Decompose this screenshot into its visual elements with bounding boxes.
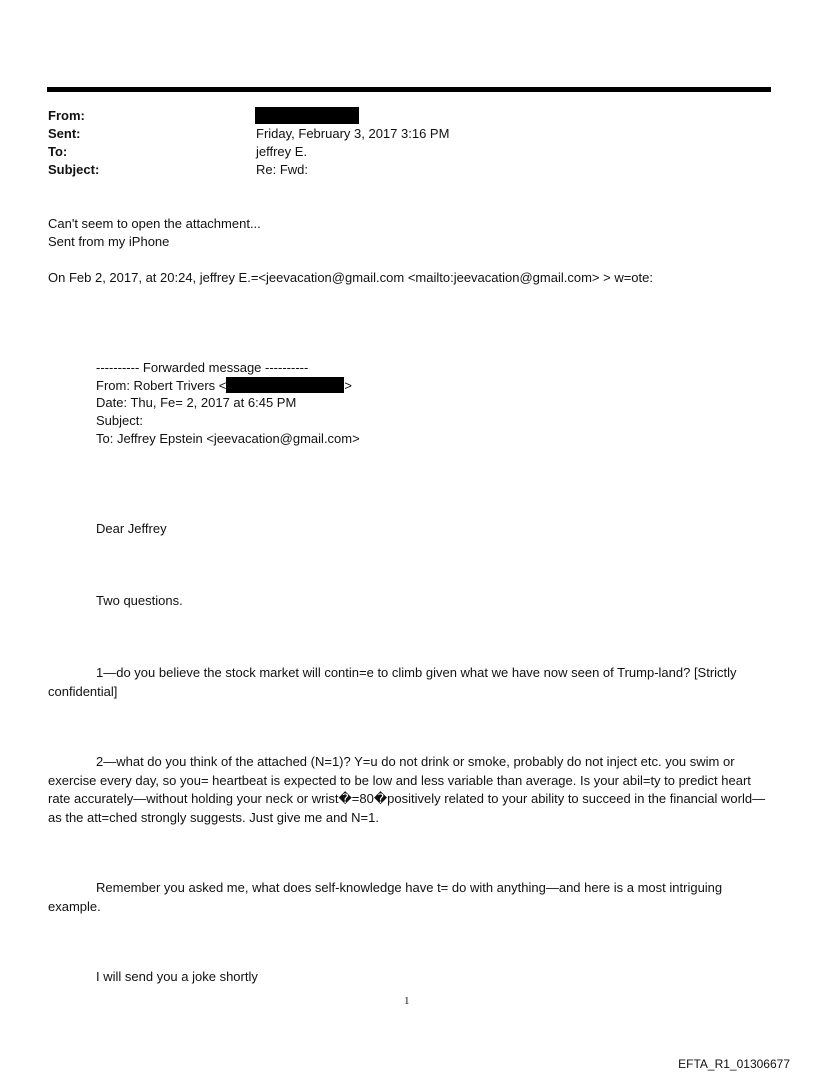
body-line-signature: Sent from my iPhone — [48, 234, 170, 249]
question-2: 2—what do you think of the attached (N=1)? Y=u do not drink or smoke, probably do not inject etc. you swim or exercise every day, so you= heartbeat is expected to be low and less variable than average. Is your abil=ty to predict heart rate accurately—without holding your neck or wrist�=80�positively related to your ability to succeed in the financial world—as the att=ched strongly suggests. Just give me and N=1. — [48, 754, 766, 825]
closing-line: I will send you a joke shortly — [96, 969, 258, 984]
subject-label: Subject: — [48, 162, 100, 177]
redacted-email — [226, 377, 344, 393]
forwarded-from-prefix: From: Robert Trivers < — [96, 378, 227, 393]
sent-value: Friday, February 3, 2017 3:16 PM — [256, 126, 450, 141]
from-label: From: — [48, 108, 85, 123]
redacted-from — [255, 107, 359, 124]
forwarded-from — [96, 377, 352, 393]
header-rule — [47, 87, 771, 92]
question-1: 1—do you believe the stock market will contin=e to climb given what we have now seen of Trump-land? [Strictly confidential] — [48, 665, 737, 699]
forwarded-marker: ---------- Forwarded message ---------- — [96, 360, 309, 375]
forwarded-from-suffix: > — [344, 378, 352, 393]
remember-paragraph: Remember you asked me, what does self-knowledge have t= do with anything—and here is a most intriguing example. — [48, 880, 723, 914]
intro-line: Two questions. — [96, 593, 183, 608]
sent-label: Sent: — [48, 126, 81, 141]
page-number: 1 — [404, 995, 410, 1007]
to-label: To: — [48, 144, 68, 159]
forwarded-date: Date: Thu, Fe= 2, 2017 at 6:45 PM — [96, 395, 297, 410]
forwarded-subject: Subject: — [96, 413, 143, 428]
quote-intro: On Feb 2, 2017, at 20:24, jeffrey E.=<jeevacation@gmail.com <mailto:jeevacation@gmail.com> > w=ote: — [48, 270, 653, 285]
subject-value: Re: Fwd: — [256, 162, 309, 177]
body-line-attachment: Can't seem to open the attachment... — [48, 216, 261, 231]
to-value: jeffrey E. — [256, 144, 308, 159]
greeting: Dear Jeffrey — [96, 521, 167, 536]
forwarded-to: To: Jeffrey Epstein <jeevacation@gmail.com> — [96, 431, 360, 446]
document-id: EFTA_R1_01306677 — [678, 1057, 790, 1071]
